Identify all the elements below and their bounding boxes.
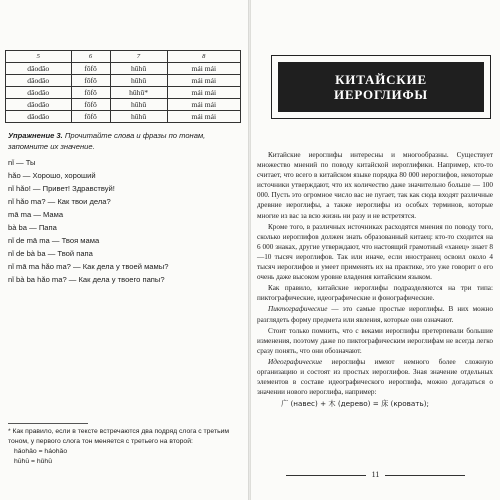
paragraph-ideographic	[257, 357, 493, 397]
table-cell: dāodāo	[6, 111, 72, 123]
chapter-body	[257, 150, 493, 409]
footnote	[8, 427, 240, 467]
chapter-title-line: КИТАЙСКИЕ	[335, 72, 427, 87]
exercise-line: bà ba — Папа	[8, 223, 57, 232]
paragraph: Стоит только помнить, что с веками иероглифы претерпевали большие изменения, поэтому даже по пиктографическим иероглифам не всегда легко сразу понять, что они обозначают.	[257, 326, 493, 355]
table-cell: dāodāo	[6, 63, 72, 75]
table-row	[6, 111, 241, 123]
exercise-line: hǎo — Хорошо, хороший	[8, 171, 96, 180]
paragraph: Кроме того, в различных источниках расходятся мнения по поводу того, сколько иероглифов должен знать образованный китаец: кто-то сходится на 6 000 знаках, другие утверждают, что настоящий грамотный «ханец» знает 8—10 тысяч иероглифов. Так или иначе, если иностранец освоил около 4 тысяч иероглифов и умеет применять их на практике, это уже говорит о его очень даже высоком уровне владения китайским языком.	[257, 222, 493, 282]
table-header-cell: 7	[110, 51, 167, 63]
chapter-title	[278, 62, 484, 112]
table-cell: mái mái	[167, 87, 240, 99]
footnote-example: hūhū = hǔhū	[14, 458, 52, 465]
chapter-title-line: ИЕРОГЛИФЫ	[334, 87, 428, 102]
term-pictographic: Пиктографические	[268, 305, 328, 314]
exercise-instruction: Прочитайте слова и фразы по тонам, запомните их значение.	[8, 131, 206, 151]
table-cell: hūhū	[110, 99, 167, 111]
paragraph-pictographic	[257, 304, 493, 324]
table-row	[6, 63, 241, 75]
table-cell: dāodāo	[6, 87, 72, 99]
exercise-line: nǐ bà ba hǎo ma? — Как дела у твоего папы?	[8, 275, 165, 284]
table-cell: mái mái	[167, 111, 240, 123]
table-row	[6, 87, 241, 99]
table-header-cell: 5	[6, 51, 72, 63]
left-page	[0, 0, 249, 500]
exercise-line: nǐ de mā ma — Твоя мама	[8, 236, 100, 245]
table-cell: mái mái	[167, 63, 240, 75]
table-cell: fōfō	[71, 111, 110, 123]
exercise-heading	[8, 131, 242, 152]
table-header-cell: 6	[71, 51, 110, 63]
exercise-number: Упражнение 3.	[8, 131, 63, 140]
term-ideographic: Идеографические	[268, 357, 323, 366]
footnote-example: hǎohǎo = háohǎo	[14, 448, 68, 455]
tone-table	[5, 50, 241, 123]
table-header-cell: 8	[167, 51, 240, 63]
chapter-title-frame	[271, 55, 491, 119]
table-cell: hūhū	[110, 75, 167, 87]
paragraph: Китайские иероглифы интересны и многообразны. Существует множество мнений по поводу китайской иероглифики. Например, кто-то считает, что всего в китайском языке порядка 80 000 иероглифов, некоторые источники утверждают, что их количество даже значительно больше — 100 000. Пусть это огромное число вас не пугает, так как сюда входят различные древние иероглифы, а также иероглифы из особых терминов, которые многие из вас за всю жизнь ни разу и не встретятся.	[257, 151, 493, 220]
right-page	[251, 0, 500, 500]
ideographic-definition: иероглифы имеют немного более сложную организацию и состоят из простых иероглифов. Зная значение отдельных элементов в составе идеографического иероглифа, можно догадаться о значении нового иероглифа, например:	[257, 357, 493, 397]
exercise-line: nǐ mā ma hǎo ma? — Как дела у твоей мамы?	[8, 262, 169, 271]
exercise-list	[8, 156, 244, 286]
table-cell: hūhū	[110, 111, 167, 123]
table-cell: fōfō	[71, 75, 110, 87]
table-cell: mái mái	[167, 99, 240, 111]
table-cell: hūhū	[110, 63, 167, 75]
pictographic-definition: — это самые простые иероглифы. В них можно разглядеть форму предмета или явления, которые они означают.	[257, 305, 493, 324]
exercise-line: nǐ — Ты	[8, 158, 36, 167]
exercise-line: nǐ de bà ba — Твой папа	[8, 249, 93, 258]
footnote-text: * Как правило, если в тексте встречаются два подряд слога с третьим тоном, у первого слога тон меняется с третьего на второй:	[8, 428, 230, 445]
table-cell: dāodāo	[6, 99, 72, 111]
hieroglyph-formula: 广 (навес) + 木 (дерево) = 床 (кровать);	[281, 399, 429, 409]
table-cell: dāodāo	[6, 75, 72, 87]
exercise-line: nǐ hǎo ma? — Как твои дела?	[8, 197, 111, 206]
page-number: 11	[251, 470, 500, 479]
exercise-line: mā ma — Мама	[8, 210, 64, 219]
table-cell: mái mái	[167, 75, 240, 87]
table-row	[6, 99, 241, 111]
footnote-divider	[8, 423, 88, 424]
table-cell: fōfō	[71, 63, 110, 75]
table-row	[6, 75, 241, 87]
table-header-row	[6, 51, 241, 63]
paragraph: Как правило, китайские иероглифы подразделяются на три типа: пиктографические, идеографические и фонографические.	[257, 284, 493, 303]
table-cell: fōfō	[71, 87, 110, 99]
table-cell: fōfō	[71, 99, 110, 111]
table-cell: hūhū*	[110, 87, 167, 99]
exercise-line: nǐ hǎo! — Привет! Здравствуй!	[8, 184, 115, 193]
